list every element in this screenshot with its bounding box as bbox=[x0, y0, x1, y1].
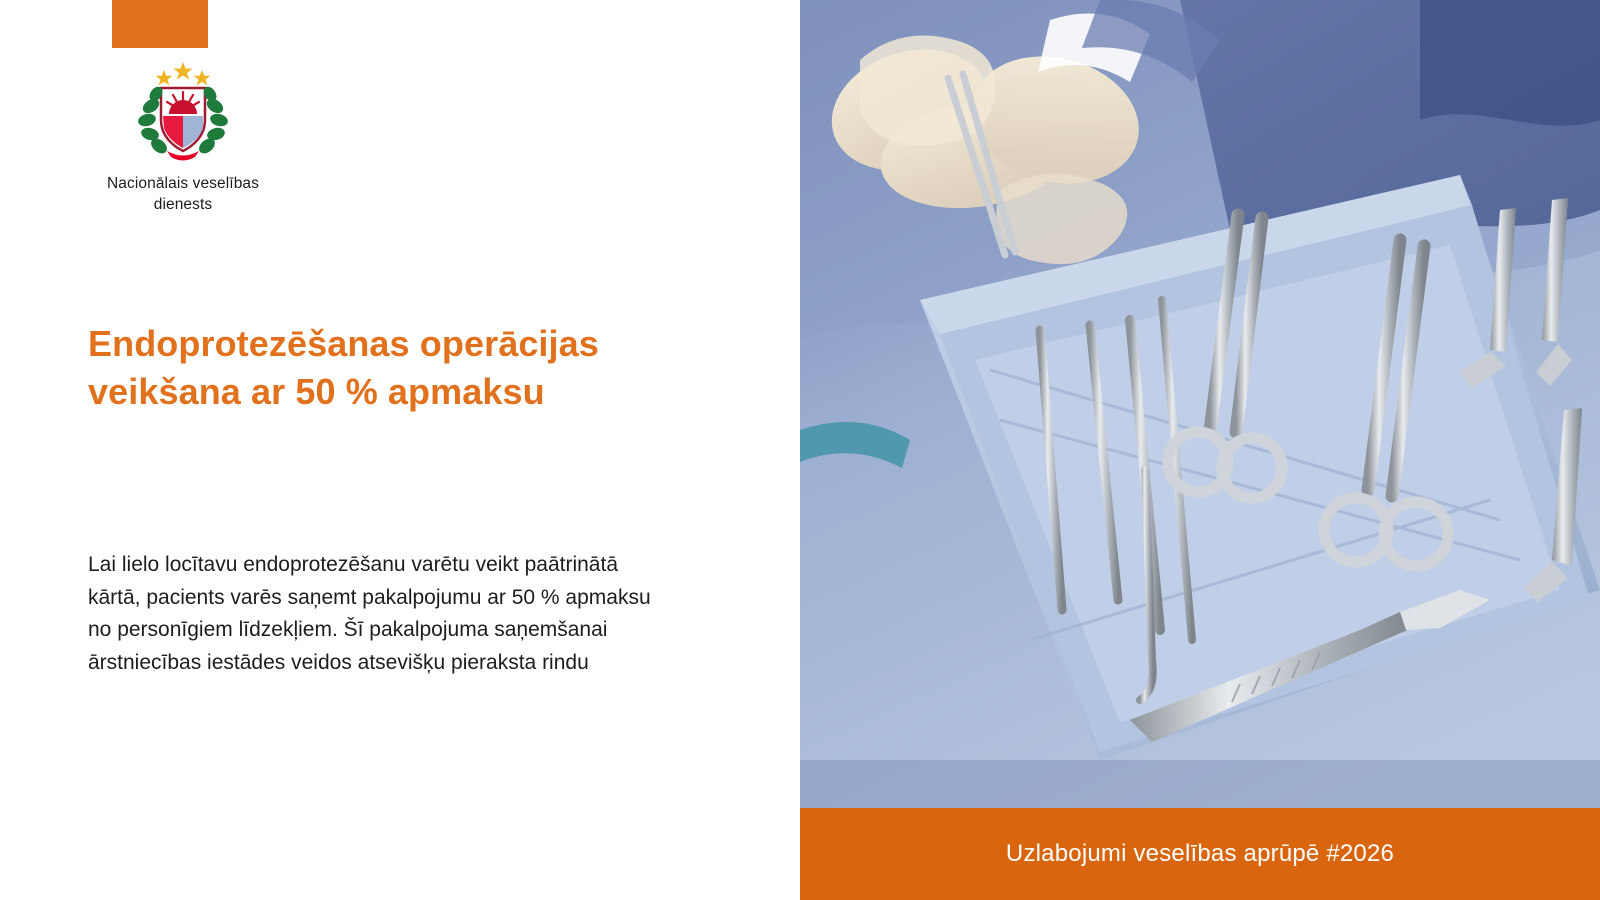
orange-accent-tab bbox=[112, 0, 208, 48]
logo-caption bbox=[78, 174, 288, 216]
organization-logo bbox=[78, 58, 288, 216]
photo-panel bbox=[800, 0, 1600, 900]
page-title: Endoprotezēšanas operācijas veikšana ar 50 % apmaksu bbox=[88, 323, 599, 412]
logo-caption-line-1: Nacionālais veselības bbox=[106, 175, 259, 192]
caption-bar bbox=[800, 808, 1600, 900]
caption-text: Uzlabojumi veselības aprūpē #2026 bbox=[1005, 840, 1395, 867]
body-paragraph: Lai lielo locītavu endoprotezēšanu varētu veikt paātrinātā kārtā, pacients varēs saņemt pakalpojumu ar 50 % apmaksu no personīgiem līdzekļiem. Šī pakalpojuma saņemšanai ārstniecības iestādes veidos atsevišķu pieraksta rindu bbox=[88, 553, 651, 674]
surgery-photo bbox=[800, 0, 1600, 900]
logo-caption-line-2: dienests bbox=[153, 195, 213, 213]
latvia-coat-of-arms-icon bbox=[123, 58, 243, 166]
